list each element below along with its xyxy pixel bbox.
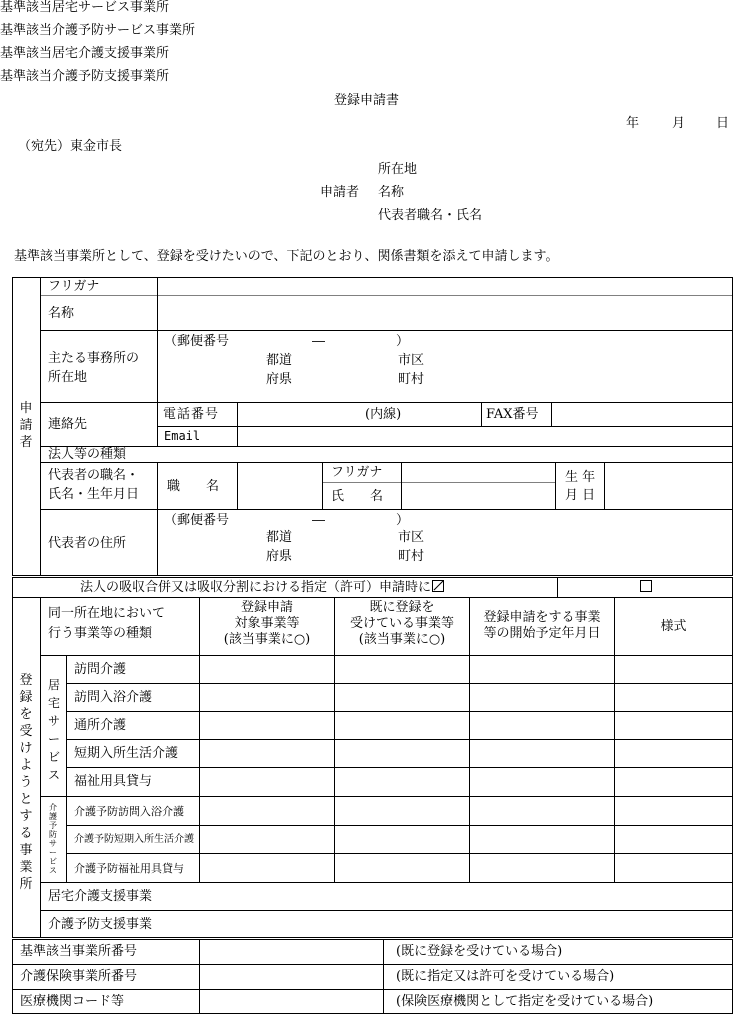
rep-label-2: 氏名・生年月日: [48, 487, 140, 502]
rep-furigana-label: フリガナ: [331, 465, 383, 480]
date-month: 月: [672, 116, 686, 131]
date-year: 年: [626, 116, 640, 131]
rep-name-label: 氏 名: [331, 489, 384, 504]
office-todo-label: 都道: [266, 353, 293, 368]
office-postal-close: ）: [396, 334, 410, 349]
furigana-label: フリガナ: [48, 279, 100, 294]
phone-field[interactable]: [238, 403, 481, 426]
form-title: 登録申請書: [334, 93, 400, 108]
insurance-number-note: (既に指定又は許可を受けている場合): [396, 969, 615, 984]
office-shiku-label: 市区: [398, 353, 425, 368]
applicant-side-label: 申請者: [19, 401, 33, 450]
email-label: Email: [164, 429, 201, 443]
rep-name-field[interactable]: [402, 463, 555, 509]
applicant-label: 申請者: [320, 185, 360, 200]
corp-type-field[interactable]: [200, 447, 732, 462]
extension-label: (内線): [365, 407, 402, 422]
rep-postal-dash: ―: [312, 513, 325, 528]
office-fuken-label: 府県: [266, 372, 293, 387]
head-start-2: 等の開始予定年月日: [483, 626, 601, 641]
position-label: 職 名: [167, 479, 220, 494]
applicant-rep-label: 代表者職名・氏名: [378, 208, 483, 223]
kyotaku-group-label: 居宅サービス: [47, 678, 60, 782]
rep-address-label: 代表者の住所: [48, 536, 127, 551]
head-start-1: 登録申請をする事業: [483, 610, 601, 625]
office-number-field[interactable]: [200, 940, 383, 964]
yobo-group-label: 介護予防サービス: [49, 803, 57, 875]
addressee: （宛先）東金市長: [18, 139, 123, 154]
office-address-label-2: 所在地: [48, 370, 88, 385]
merger-right-wrap: [639, 580, 652, 595]
insurance-number-field[interactable]: [200, 965, 383, 989]
header-line-1: 基準該当居宅サービス事業所: [0, 0, 170, 15]
head-type-2: 行う事業等の種類: [48, 626, 153, 641]
head-existing-1: 既に登録を: [369, 600, 435, 615]
office-address-label-1: 主たる事務所の: [48, 351, 140, 366]
medical-code-note: (保険医療機関として指定を受けている場合): [396, 994, 654, 1009]
merger-label-text: 法人の吸収合併又は吸収分割における指定（許可）申請時に: [80, 580, 432, 595]
insurance-number-label: 介護保険事業所番号: [20, 969, 138, 984]
service-item-8: 介護予防福祉用具貸与: [74, 862, 184, 875]
head-type-1: 同一所在地において: [48, 606, 166, 621]
contact-label: 連絡先: [48, 417, 88, 432]
service-item-9: 居宅介護支援事業: [48, 889, 153, 904]
medical-code-label: 医療機関コード等: [20, 994, 125, 1009]
rep-postal-close: ）: [396, 513, 410, 528]
rep-todo-label: 都道: [266, 530, 293, 545]
office-chouson-label: 町村: [398, 372, 425, 387]
head-existing-2: 受けている事業等: [349, 616, 454, 631]
office-postal-label: （郵便番号: [164, 334, 230, 349]
fax-label: FAX番号: [486, 407, 539, 422]
position-field[interactable]: [238, 463, 322, 509]
header-line-3: 基準該当居宅介護支援事業所: [0, 46, 170, 61]
office-postal-dash: ―: [312, 334, 325, 349]
service-item-6: 介護予防訪問入浴介護: [74, 805, 184, 818]
corp-type-label: 法人等の種類: [48, 447, 127, 462]
office-number-note: (既に登録を受けている場合): [396, 944, 563, 959]
header-line-4: 基準該当介護予防支援事業所: [0, 69, 170, 84]
birth-label-2: 月 日: [565, 488, 596, 503]
rep-chouson-label: 町村: [398, 549, 425, 564]
header-line-2: 基準該当介護予防サービス事業所: [0, 23, 196, 38]
service-item-2: 訪問入浴介護: [74, 690, 153, 705]
merger-right-checkbox[interactable]: [640, 580, 652, 592]
service-item-1: 訪問介護: [74, 662, 127, 677]
services-side-label: 登録を受けようとする事業所: [19, 673, 33, 892]
rep-shiku-label: 市区: [398, 530, 425, 545]
date-day: 日: [716, 116, 730, 131]
head-form: 様式: [660, 619, 687, 634]
furigana-field[interactable]: [158, 278, 732, 295]
applicant-location-label: 所在地: [378, 162, 418, 177]
phone-label: 電話番号: [163, 407, 220, 422]
service-item-4: 短期入所生活介護: [74, 746, 179, 761]
head-target-2: 対象事業等: [234, 616, 300, 631]
head-target-1: 登録申請: [240, 600, 293, 615]
rep-postal-label: （郵便番号: [164, 513, 230, 528]
birth-label-1: 生 年: [565, 470, 596, 485]
email-field[interactable]: [238, 427, 732, 446]
merger-row-label: [80, 580, 444, 595]
fax-field[interactable]: [552, 403, 732, 426]
name-field[interactable]: [158, 296, 732, 330]
merger-left-checkbox[interactable]: [432, 580, 444, 592]
service-item-7: 介護予防短期入所生活介護: [74, 834, 194, 845]
intro-text: 基準該当事業所として、登録を受けたいので、下記のとおり、関係書類を添えて申請します。: [14, 249, 559, 264]
birth-date-field[interactable]: [605, 463, 732, 509]
medical-code-field[interactable]: [200, 990, 383, 1013]
applicant-name-label: 名称: [378, 185, 405, 200]
rep-fuken-label: 府県: [266, 549, 293, 564]
rep-label-1: 代表者の職名・: [48, 468, 140, 483]
office-number-label: 基準該当事業所番号: [20, 944, 138, 959]
head-existing-3: (該当事業に○): [358, 632, 446, 647]
service-item-3: 通所介護: [74, 718, 127, 733]
service-item-5: 福祉用具貸与: [74, 774, 153, 789]
name-label: 名称: [48, 306, 75, 321]
service-item-10: 介護予防支援事業: [48, 917, 153, 932]
head-target-3: (該当事業に○): [223, 632, 311, 647]
